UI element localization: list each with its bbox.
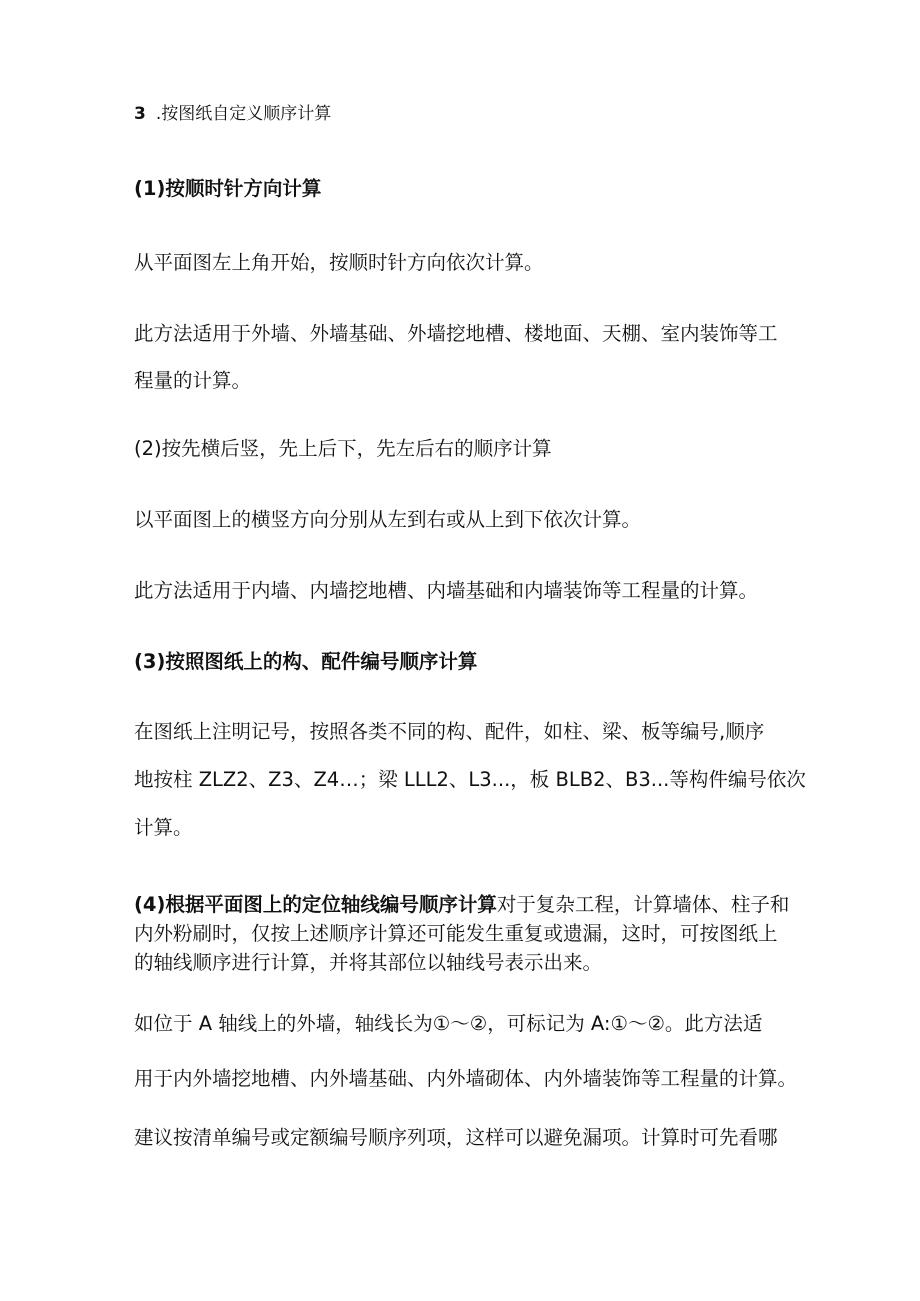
para-axis-numbering — [134, 890, 794, 977]
para-clockwise-scope-line1: 此方法适用于外墙、外墙基础、外墙挖地槽、楼地面、天棚、室内装饰等工 — [134, 322, 778, 345]
para-suggestion: 建议按清单编号或定额编号顺序列项，这样可以避免漏项。计算时可先看哪 — [134, 1126, 778, 1149]
para-component-line3: 计算。 — [134, 816, 193, 839]
section-number: 3 — [134, 104, 146, 124]
para-clockwise-scope-line2: 程量的计算。 — [134, 369, 252, 392]
para-horizontal-scope: 此方法适用于内墙、内墙挖地槽、内墙基础和内墙装饰等工程量的计算。 — [134, 579, 759, 602]
para-clockwise-desc: 从平面图左上角开始，按顺时针方向依次计算。 — [134, 251, 544, 274]
para-component-line2: 地按柱 ZLZ2、Z3、Z4…；梁 LLL2、L3...，板 BLB2、B3...等构件编号依次 — [134, 768, 806, 791]
para-axis-rest: 对于复杂工程，计算墙体、柱子和内外粉刷时，仅按上述顺序计算还可能发生重复或遗漏，这时，可按图纸上的轴线顺序进行计算，并将其部位以轴线号表示出来。 — [134, 893, 790, 974]
para-horizontal-desc: 以平面图上的横竖方向分别从左到右或从上到下依次计算。 — [134, 508, 642, 531]
para-axis-example-line2: 用于内外墙挖地槽、内外墙基础、内外墙砌体、内外墙装饰等工程量的计算。 — [134, 1067, 798, 1090]
section-title-text: .按图纸自定义顺序计算 — [155, 104, 332, 124]
heading-component-numbering: (3)按照图纸上的构、配件编号顺序计算 — [134, 650, 478, 673]
para-component-line1: 在图纸上注明记号，按照各类不同的构、配件，如柱、梁、板等编号,顺序 — [134, 720, 765, 743]
heading-clockwise: (1)按顺时针方向计算 — [134, 177, 322, 200]
heading-horizontal-first: (2)按先横后竖，先上后下，先左后右的顺序计算 — [134, 437, 552, 460]
heading-axis-numbering: (4)根据平面图上的定位轴线编号顺序计算 — [134, 893, 497, 916]
section-3-title — [134, 102, 331, 126]
para-axis-example-line1: 如位于 A 轴线上的外墙，轴线长为①～②，可标记为 A:①～②。此方法适 — [134, 1012, 763, 1035]
